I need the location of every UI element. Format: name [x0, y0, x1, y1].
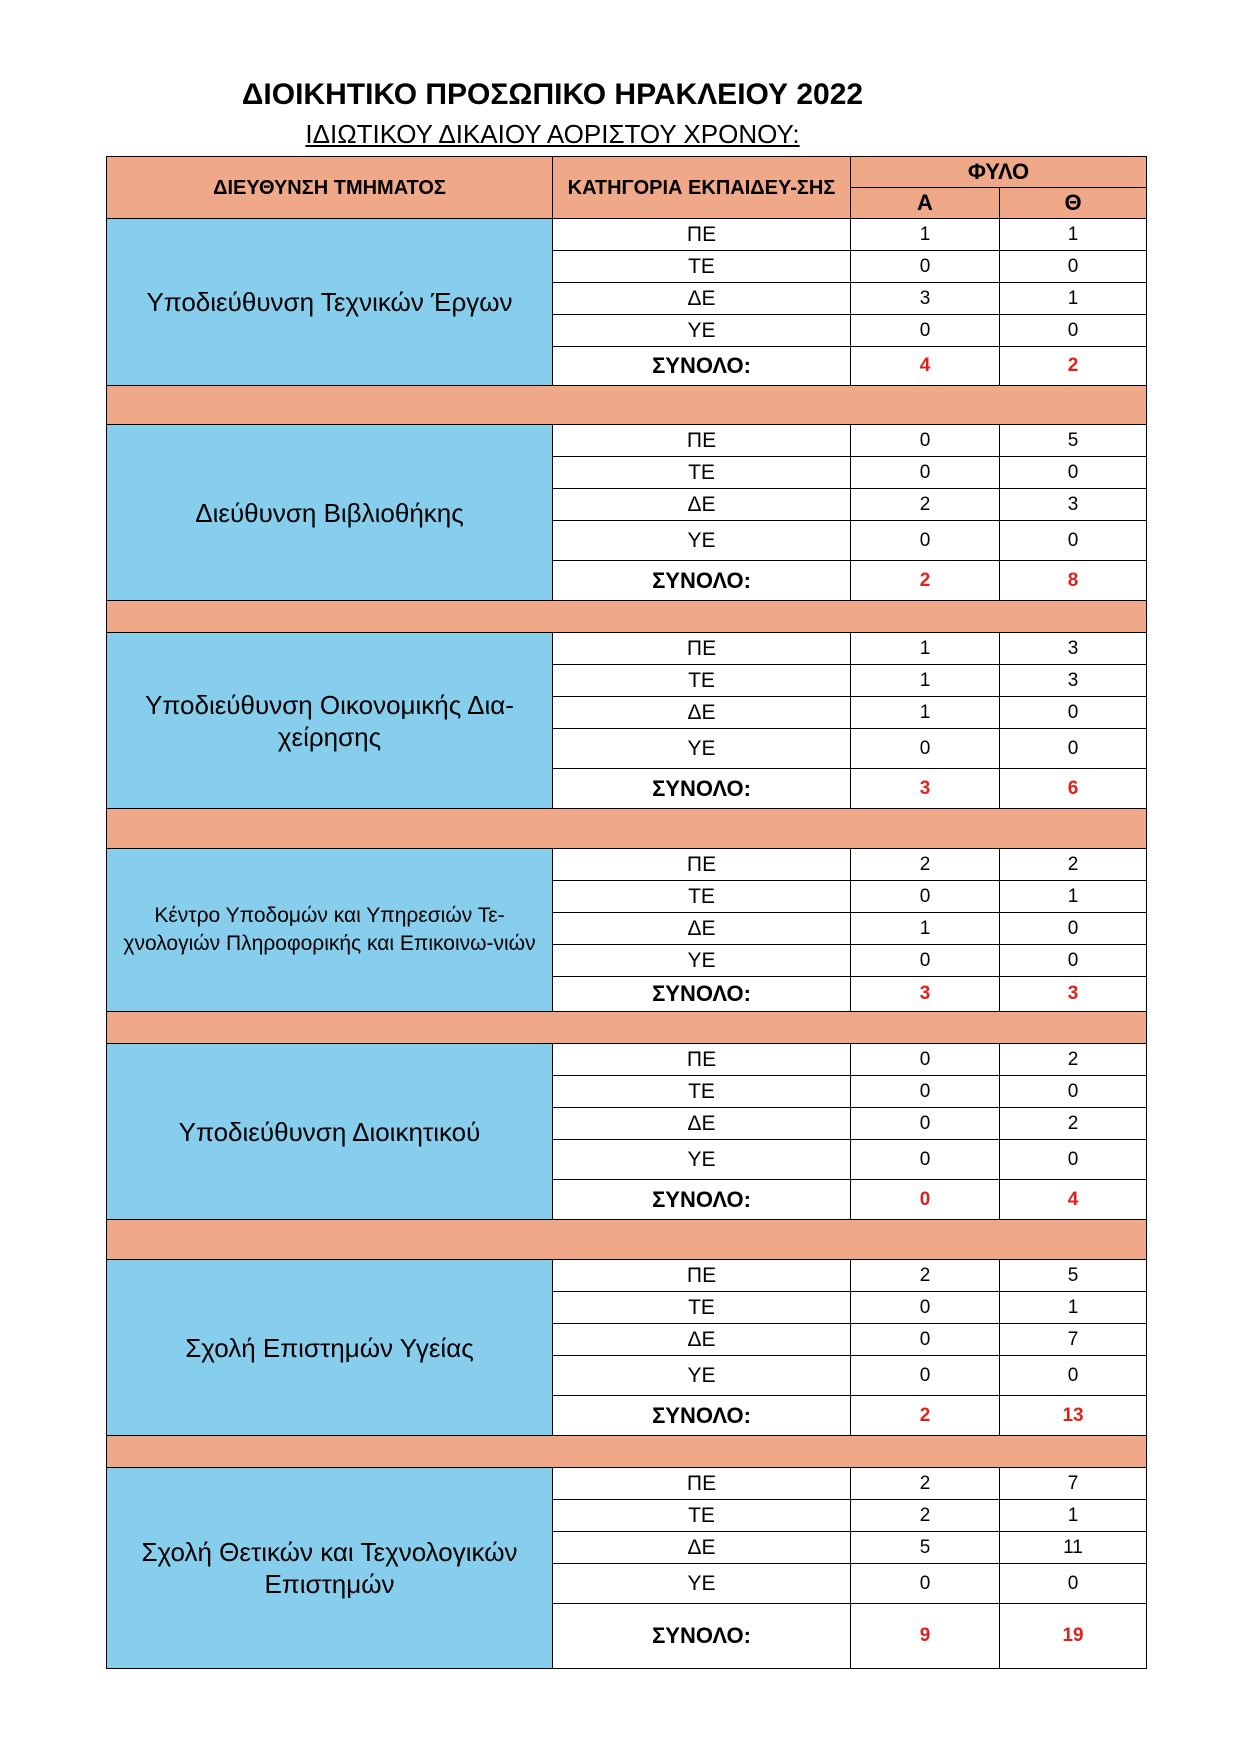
- female-count: 5: [1000, 1260, 1147, 1292]
- male-count: 0: [851, 945, 1000, 977]
- total-label: ΣΥΝΟΛΟ:: [553, 977, 851, 1012]
- male-count: 0: [851, 729, 1000, 769]
- female-count: 0: [1000, 729, 1147, 769]
- table-row: [107, 425, 1147, 457]
- male-count: 0: [851, 1564, 1000, 1604]
- separator-cell: [107, 601, 1147, 633]
- category-cell: ΥΕ: [553, 315, 851, 347]
- category-cell: ΠΕ: [553, 1044, 851, 1076]
- female-total: 19: [1000, 1604, 1147, 1669]
- female-count: 1: [1000, 219, 1147, 251]
- separator-row: [107, 809, 1147, 849]
- category-cell: ΠΕ: [553, 425, 851, 457]
- department-name: Υποδιεύθυνση Τεχνικών Έργων: [107, 219, 553, 386]
- female-count: 0: [1000, 521, 1147, 561]
- category-cell: ΤΕ: [553, 251, 851, 283]
- separator-cell: [107, 1012, 1147, 1044]
- category-cell: ΔΕ: [553, 1324, 851, 1356]
- male-count: 0: [851, 1140, 1000, 1180]
- category-cell: ΔΕ: [553, 1108, 851, 1140]
- department-name: Υποδιεύθυνση Οικονομικής Δια-χείρησης: [107, 633, 553, 809]
- female-count: 0: [1000, 251, 1147, 283]
- female-total: 13: [1000, 1396, 1147, 1436]
- table-row: [107, 1044, 1147, 1076]
- female-count: 3: [1000, 665, 1147, 697]
- header-gender: ΦΥΛΟ: [851, 157, 1147, 188]
- male-total: 9: [851, 1604, 1000, 1669]
- page-subtitle: ΙΔΙΩΤΙΚΟΥ ΔΙΚΑΙΟΥ ΑΟΡΙΣΤΟΥ ΧΡΟΝΟΥ:: [305, 119, 800, 149]
- category-cell: ΥΕ: [553, 945, 851, 977]
- female-count: 2: [1000, 849, 1147, 881]
- female-count: 5: [1000, 425, 1147, 457]
- category-cell: ΠΕ: [553, 849, 851, 881]
- department-name: Υποδιεύθυνση Διοικητικού: [107, 1044, 553, 1220]
- male-count: 1: [851, 913, 1000, 945]
- male-count: 0: [851, 1356, 1000, 1396]
- table-row: [107, 1260, 1147, 1292]
- category-cell: ΤΕ: [553, 1500, 851, 1532]
- category-cell: ΥΕ: [553, 1356, 851, 1396]
- table-row: [107, 849, 1147, 881]
- female-count: 1: [1000, 1500, 1147, 1532]
- total-label: ΣΥΝΟΛΟ:: [553, 561, 851, 601]
- male-total: 4: [851, 347, 1000, 386]
- female-count: 0: [1000, 945, 1147, 977]
- female-count: 11: [1000, 1532, 1147, 1564]
- category-cell: ΤΕ: [553, 665, 851, 697]
- separator-row: [107, 386, 1147, 425]
- male-count: 1: [851, 665, 1000, 697]
- female-count: 2: [1000, 1108, 1147, 1140]
- separator-row: [107, 1220, 1147, 1260]
- category-cell: ΤΕ: [553, 457, 851, 489]
- female-count: 0: [1000, 1564, 1147, 1604]
- category-cell: ΠΕ: [553, 1260, 851, 1292]
- female-total: 3: [1000, 977, 1147, 1012]
- male-count: 1: [851, 697, 1000, 729]
- female-total: 6: [1000, 769, 1147, 809]
- department-name: Διεύθυνση Βιβλιοθήκης: [107, 425, 553, 601]
- separator-cell: [107, 1220, 1147, 1260]
- separator-row: [107, 601, 1147, 633]
- male-count: 0: [851, 251, 1000, 283]
- male-count: 0: [851, 1076, 1000, 1108]
- category-cell: ΔΕ: [553, 489, 851, 521]
- category-cell: ΔΕ: [553, 283, 851, 315]
- separator-cell: [107, 809, 1147, 849]
- total-label: ΣΥΝΟΛΟ:: [553, 769, 851, 809]
- female-count: 0: [1000, 697, 1147, 729]
- male-count: 0: [851, 457, 1000, 489]
- table-row: [107, 1468, 1147, 1500]
- female-count: 0: [1000, 315, 1147, 347]
- category-cell: ΠΕ: [553, 219, 851, 251]
- male-total: 3: [851, 769, 1000, 809]
- female-count: 3: [1000, 489, 1147, 521]
- female-count: 1: [1000, 1292, 1147, 1324]
- table-row: [107, 633, 1147, 665]
- female-count: 0: [1000, 1356, 1147, 1396]
- female-count: 0: [1000, 457, 1147, 489]
- category-cell: ΔΕ: [553, 697, 851, 729]
- total-label: ΣΥΝΟΛΟ:: [553, 1180, 851, 1220]
- total-label: ΣΥΝΟΛΟ:: [553, 1396, 851, 1436]
- female-count: 7: [1000, 1324, 1147, 1356]
- female-total: 8: [1000, 561, 1147, 601]
- male-count: 0: [851, 315, 1000, 347]
- category-cell: ΤΕ: [553, 881, 851, 913]
- male-count: 0: [851, 1324, 1000, 1356]
- total-label: ΣΥΝΟΛΟ:: [553, 347, 851, 386]
- male-count: 0: [851, 1292, 1000, 1324]
- male-total: 2: [851, 1396, 1000, 1436]
- male-count: 1: [851, 219, 1000, 251]
- department-name: Σχολή Θετικών και Τεχνολογικών Επιστημών: [107, 1468, 553, 1669]
- category-cell: ΔΕ: [553, 913, 851, 945]
- female-count: 7: [1000, 1468, 1147, 1500]
- header-category: ΚΑΤΗΓΟΡΙΑ ΕΚΠΑΙΔΕΥ-ΣΗΣ: [553, 157, 851, 219]
- male-count: 2: [851, 489, 1000, 521]
- male-count: 1: [851, 633, 1000, 665]
- female-count: 1: [1000, 283, 1147, 315]
- male-total: 2: [851, 561, 1000, 601]
- male-total: 3: [851, 977, 1000, 1012]
- female-count: 1: [1000, 881, 1147, 913]
- female-total: 2: [1000, 347, 1147, 386]
- female-count: 0: [1000, 1076, 1147, 1108]
- category-cell: ΠΕ: [553, 633, 851, 665]
- female-count: 2: [1000, 1044, 1147, 1076]
- category-cell: ΥΕ: [553, 1140, 851, 1180]
- separator-cell: [107, 1436, 1147, 1468]
- category-cell: ΔΕ: [553, 1532, 851, 1564]
- male-count: 2: [851, 1468, 1000, 1500]
- staff-table: [106, 156, 1147, 1669]
- category-cell: ΤΕ: [553, 1076, 851, 1108]
- header-department: ΔΙΕΥΘΥΝΣΗ ΤΜΗΜΑΤΟΣ: [107, 157, 553, 219]
- male-total: 0: [851, 1180, 1000, 1220]
- male-count: 0: [851, 425, 1000, 457]
- male-count: 0: [851, 1108, 1000, 1140]
- category-cell: ΥΕ: [553, 729, 851, 769]
- male-count: 2: [851, 1500, 1000, 1532]
- separator-row: [107, 1436, 1147, 1468]
- category-cell: ΥΕ: [553, 1564, 851, 1604]
- male-count: 0: [851, 881, 1000, 913]
- header-female: Θ: [1000, 188, 1147, 219]
- male-count: 2: [851, 849, 1000, 881]
- male-count: 3: [851, 283, 1000, 315]
- total-label: ΣΥΝΟΛΟ:: [553, 1604, 851, 1669]
- female-count: 0: [1000, 913, 1147, 945]
- department-name: Κέντρο Υποδομών και Υπηρεσιών Τε-χνολογιών Πληροφορικής και Επικοινω-νιών: [107, 849, 553, 1012]
- female-count: 0: [1000, 1140, 1147, 1180]
- department-name: Σχολή Επιστημών Υγείας: [107, 1260, 553, 1436]
- page-title: ΔΙΟΙΚΗΤΙΚΟ ΠΡΟΣΩΠΙΚΟ ΗΡΑΚΛΕΙΟΥ 2022: [241, 78, 864, 111]
- male-count: 0: [851, 521, 1000, 561]
- separator-row: [107, 1012, 1147, 1044]
- separator-cell: [107, 386, 1147, 425]
- category-cell: ΠΕ: [553, 1468, 851, 1500]
- male-count: 0: [851, 1044, 1000, 1076]
- category-cell: ΤΕ: [553, 1292, 851, 1324]
- female-count: 3: [1000, 633, 1147, 665]
- header-male: Α: [851, 188, 1000, 219]
- category-cell: ΥΕ: [553, 521, 851, 561]
- table-row: [107, 219, 1147, 251]
- male-count: 2: [851, 1260, 1000, 1292]
- female-total: 4: [1000, 1180, 1147, 1220]
- male-count: 5: [851, 1532, 1000, 1564]
